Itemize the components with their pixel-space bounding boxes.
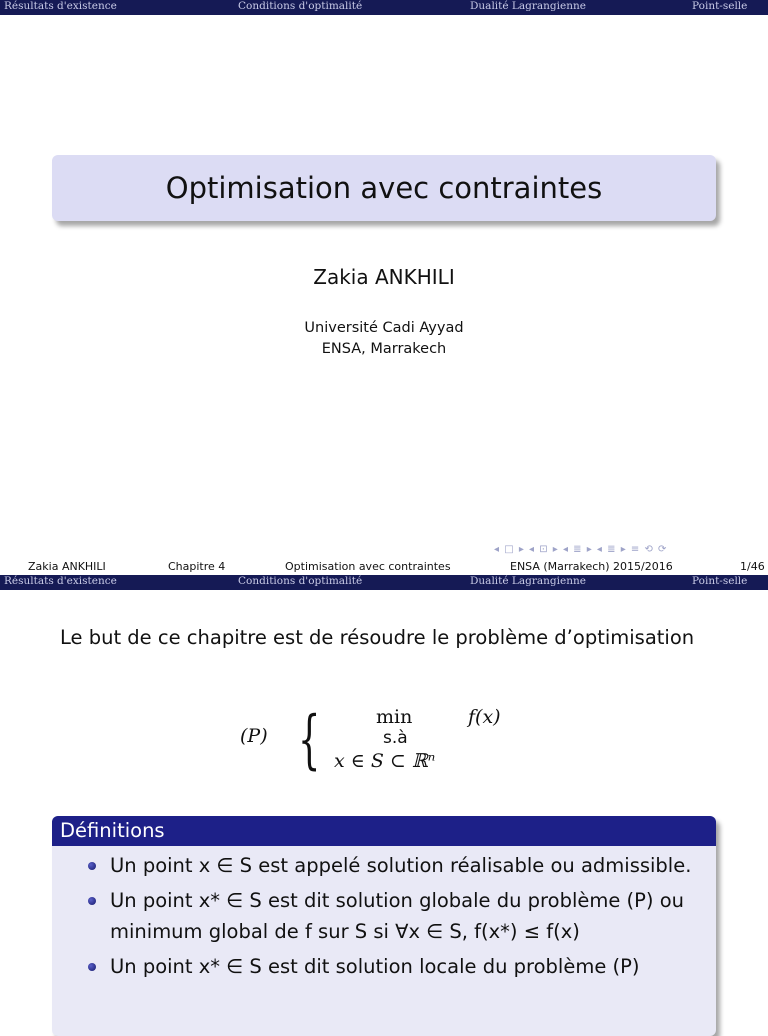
definitions-list: [52, 850, 716, 982]
problem-objective: f(x): [468, 706, 501, 728]
slide-title-box: [52, 155, 716, 221]
footer-chapter: Chapitre 4: [168, 560, 226, 573]
footer-title: Optimisation avec contraintes: [285, 560, 451, 573]
definition-text: Un point x* ∈ S est dit solution globale du problème (P) ou minimum global de f sur S si ∀x ∈ S, f(x*) ≤ f(x): [110, 889, 685, 943]
definitions-block: [52, 816, 716, 1036]
bullet-icon: [88, 862, 96, 870]
bullet-icon: [88, 897, 96, 905]
problem-subject-to: s.à: [383, 728, 408, 748]
definitions-header: Définitions: [52, 816, 716, 846]
nav-section-saddle-point[interactable]: Point-selle: [692, 575, 748, 587]
footer-institute: ENSA (Marrakech) 2015/2016: [510, 560, 673, 573]
problem-min: min: [376, 706, 413, 728]
nav-section-optimality[interactable]: Conditions d'optimalité: [238, 575, 363, 587]
slide-footer: [0, 558, 768, 575]
definition-text: Un point x ∈ S est appelé solution réalisable ou admissible.: [110, 854, 692, 877]
definition-item: [52, 951, 716, 982]
author-name: Zakia ANKHILI: [313, 265, 455, 289]
nav-section-duality[interactable]: Dualité Lagrangienne: [470, 575, 586, 587]
nav-section-existence[interactable]: Résultats d'existence: [4, 0, 117, 12]
problem-constraint: x ∈ S ⊂ ℝⁿ: [334, 750, 436, 772]
nav-section-optimality[interactable]: Conditions d'optimalité: [238, 0, 363, 12]
bullet-icon: [88, 963, 96, 971]
institution-university: Université Cadi Ayyad: [304, 320, 464, 336]
section-nav-bar-2: [0, 575, 768, 590]
intro-paragraph: Le but de ce chapitre est de résoudre le problème d’optimisation: [60, 626, 695, 649]
definition-item: [52, 885, 716, 947]
beamer-navigation-symbols[interactable]: ◂ □ ▸ ◂ ⊡ ▸ ◂ ≣ ▸ ◂ ≣ ▸ ≡ ⟲ ⟳: [494, 544, 668, 555]
footer-page-number: 1/46: [740, 560, 765, 573]
slide-title: Optimisation avec contraintes: [165, 171, 603, 205]
nav-section-saddle-point[interactable]: Point-selle: [692, 0, 748, 12]
institution-school: ENSA, Marrakech: [321, 341, 447, 357]
footer-author: Zakia ANKHILI: [28, 560, 106, 573]
optimization-problem: [240, 704, 540, 784]
nav-section-existence[interactable]: Résultats d'existence: [4, 575, 117, 587]
definition-item: [52, 850, 716, 881]
nav-section-duality[interactable]: Dualité Lagrangienne: [470, 0, 586, 12]
problem-label: (P): [240, 725, 268, 747]
left-brace-symbol: {: [298, 703, 321, 777]
definition-text: Un point x* ∈ S est dit solution locale du problème (P): [110, 955, 640, 978]
section-nav-bar: [0, 0, 768, 15]
